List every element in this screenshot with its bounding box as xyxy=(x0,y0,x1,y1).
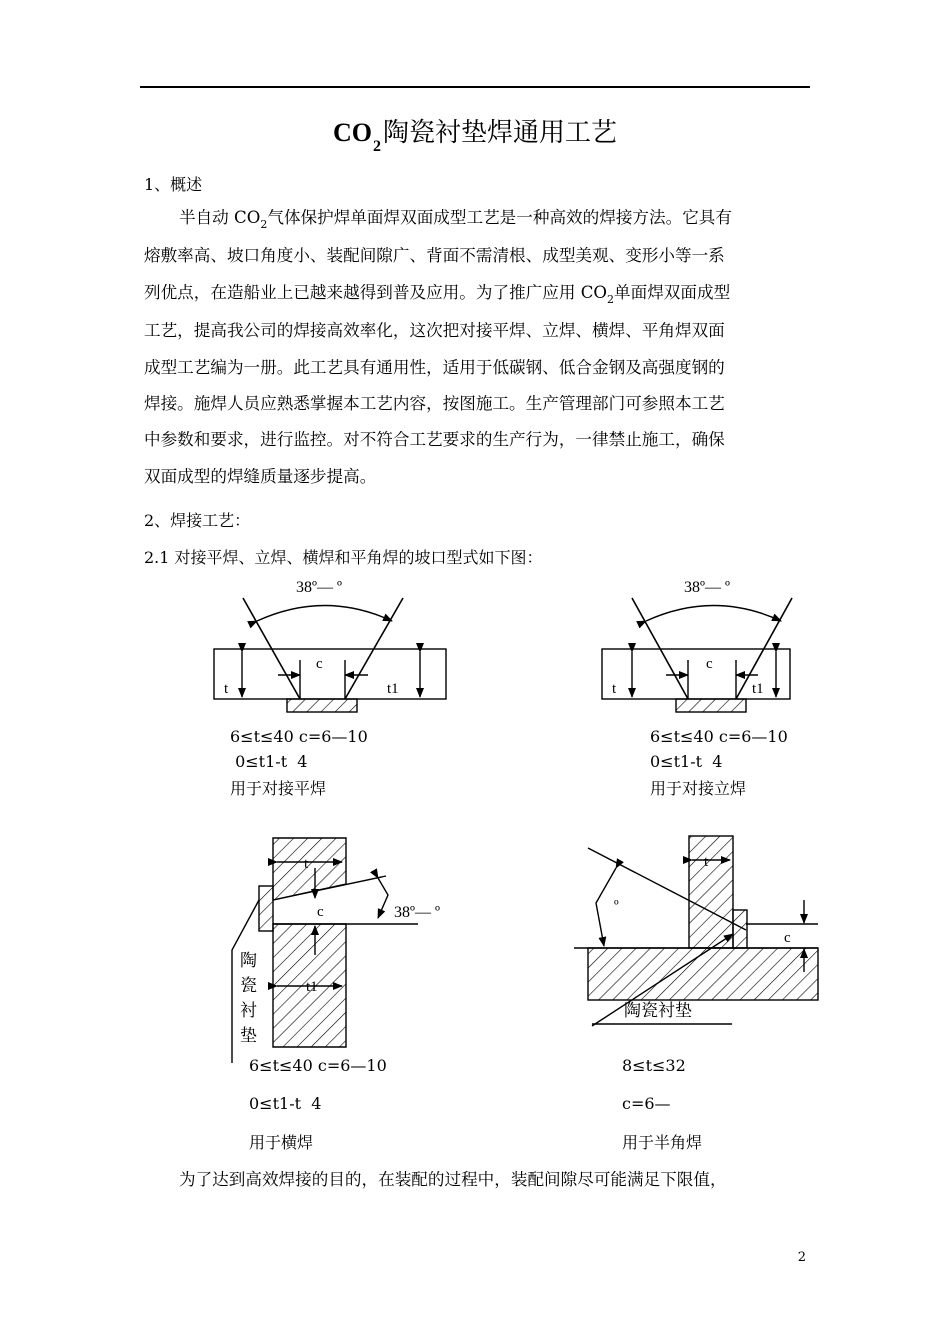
closing-paragraph xyxy=(144,1162,808,1198)
fig4-backing-label: 陶瓷衬垫 xyxy=(624,1001,692,1020)
para-line: 中参数和要求，进行监控。对不符合工艺要求的生产行为，一律禁止施工，确保 xyxy=(144,430,725,450)
page-number: 2 xyxy=(797,1250,806,1265)
fig4-t-label: t xyxy=(704,854,709,870)
fig3-backing-char: 衬 xyxy=(240,1001,257,1020)
fig3-caption-2: 0≤t1-t 4 xyxy=(249,1094,322,1113)
title-subscript: 2 xyxy=(372,138,381,155)
fig3-backing-char: 陶 xyxy=(240,951,257,970)
section-heading-1: 1、概述 xyxy=(144,175,203,194)
fig3-t1-label: t1 xyxy=(306,979,318,995)
fig4-caption-1: 8≤t≤32 xyxy=(622,1056,686,1075)
para-line: 半自动 $CO_2$气体保护焊单面焊双面成型工艺是一种高效的焊接方法。它具有 xyxy=(179,208,732,231)
fig1-t1-label: t1 xyxy=(387,681,399,697)
fig3-caption-1: 6≤t≤40 c=6—10 xyxy=(249,1056,387,1075)
fig3-angle-label: 38º— º xyxy=(394,904,440,921)
para-line: 成型工艺编为一册。此工艺具有通用性，适用于低碳钢、低合金钢及高强度钢的 xyxy=(144,357,725,377)
section-heading-2: 2、焊接工艺： xyxy=(144,511,251,530)
fig4-diagram xyxy=(574,836,818,1026)
fig1-caption-1: 6≤t≤40 c=6—10 xyxy=(230,727,368,746)
para-line: 双面成型的焊缝质量逐步提高。 xyxy=(144,466,377,486)
fig3-backing-char: 瓷 xyxy=(240,976,257,995)
fig3-c-label: c xyxy=(317,904,324,920)
fig1-caption-3: 用于对接平焊 xyxy=(230,779,327,798)
fig4-caption-3: 用于半角焊 xyxy=(622,1133,703,1152)
para-line: 列优点，在造船业上已越来越得到普及应用。为了推广应用 $CO_2$单面焊双面成型 xyxy=(144,282,731,306)
fig2-caption-2: 0≤t1-t 4 xyxy=(650,752,723,771)
title-prefix: CO xyxy=(332,118,372,147)
fig2-t1-label: t1 xyxy=(752,681,764,697)
fig1-t-label: t xyxy=(224,681,229,697)
fig3-t-label: t xyxy=(304,856,309,872)
fig2-angle-label: 38º— º xyxy=(684,579,730,596)
fig4-angle-label: º xyxy=(614,898,619,914)
fig1-caption-2: 0≤t1-t 4 xyxy=(230,752,308,771)
fig2-caption-1: 6≤t≤40 c=6—10 xyxy=(650,727,788,746)
fig2-caption-3: 用于对接立焊 xyxy=(650,779,747,798)
section-heading-2-1: 2.1 对接平焊、立焊、横焊和平角焊的坡口型式如下图： xyxy=(144,548,543,567)
fig3-caption-3: 用于横焊 xyxy=(249,1133,314,1152)
title-rest: 陶瓷衬垫焊通用工艺 xyxy=(382,118,617,148)
fig1-angle-label: 38º— º xyxy=(296,579,342,596)
fig1-diagram xyxy=(214,598,446,712)
para-line: 为了达到高效焊接的目的，在装配的过程中，装配间隙尽可能满足下限值， xyxy=(179,1170,727,1189)
fig4-c-label: c xyxy=(784,930,791,946)
fig2-t-label: t xyxy=(612,681,617,697)
fig3-diagram xyxy=(232,838,418,1063)
fig2-c-label: c xyxy=(706,656,713,672)
para-line: 焊接。施焊人员应熟悉掌握本工艺内容，按图施工。生产管理部门可参照本工艺 xyxy=(144,394,725,414)
fig1-c-label: c xyxy=(316,656,323,672)
para-line: 工艺，提高我公司的焊接高效率化，这次把对接平焊、立焊、横焊、平角焊双面 xyxy=(144,321,725,341)
fig4-caption-2: c=6— xyxy=(622,1094,671,1113)
fig3-backing-char: 垫 xyxy=(240,1026,257,1045)
para-line: 熔敷率高、坡口角度小、装配间隙广、背面不需清根、成型美观、变形小等一系 xyxy=(144,246,725,266)
